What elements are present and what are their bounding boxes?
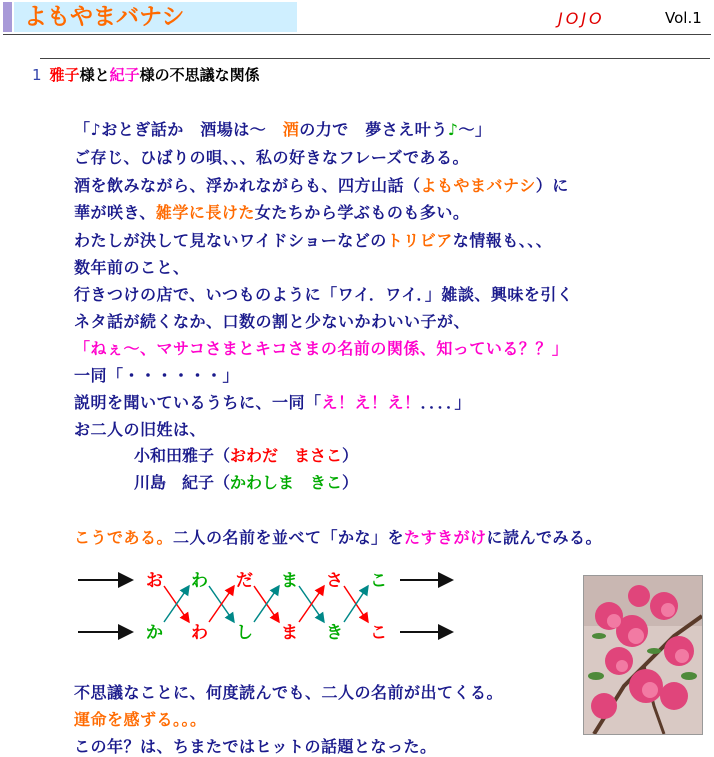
text-line: お二人の旧姓は、: [74, 420, 207, 439]
text-line: 不思議なことに、何度読んでも、二人の名前が出てくる。: [74, 683, 504, 702]
text-line: 「♪おとぎ話か 酒場は～ 酒の力で 夢さえ叶う♪～」: [74, 120, 492, 139]
text-line: 一同「・・・・・・」: [74, 366, 240, 385]
text-line: ネタ話が続くなか、口数の割と少ないかわいい子が、: [74, 312, 471, 331]
kana-bottom-3: ま: [281, 623, 298, 643]
text-line: こうである。二人の名前を並べて「かな」をたすきがけに読んでみる。: [74, 528, 603, 547]
kana-bottom-2: し: [236, 623, 253, 643]
kana-top-1: わ: [191, 571, 208, 591]
volume-label: Vol.1: [665, 9, 702, 27]
text-line: 行きつけの店で、いつものように「ワイ．ワイ．」雑談、興味を引く: [74, 285, 574, 304]
kana-bottom-1: わ: [191, 623, 208, 643]
kana-bottom-0: か: [146, 623, 163, 643]
text-line: 説明を聞いているうちに、一同「え！え！え！．．．．」: [74, 393, 472, 412]
kana-bottom-5: こ: [370, 623, 387, 643]
kana-top-2: だ: [236, 571, 253, 591]
name-line: 川島 紀子（かわしま きこ）: [134, 473, 359, 492]
text-line: 「ねぇ～、マサコさまとキコさまの名前の関係、知っている？？」: [74, 339, 569, 358]
text-line: 酒を飲みながら、浮かれながらも、四方山話（よもやまバナシ）に: [74, 176, 569, 195]
kana-top-3: ま: [281, 571, 298, 591]
header-accent-bar: [3, 2, 12, 32]
kana-top-5: こ: [370, 571, 387, 591]
text-line: この年？は、ちまたではヒットの話題となった。: [74, 737, 437, 756]
name-line: 小和田雅子（おわだ まさこ）: [134, 446, 359, 465]
author-label: JOJO: [558, 9, 605, 28]
section-heading: 1 雅子様と紀子様の不思議な関係: [32, 66, 260, 84]
kana-top-0: お: [146, 571, 163, 591]
kana-top-4: さ: [326, 571, 343, 591]
text-line: ご存じ、ひばりの唄、、、私の好きなフレーズである。: [74, 148, 470, 167]
text-line: 数年前のこと、: [74, 258, 190, 277]
section-number: 1: [32, 66, 42, 84]
page-title: よもやまバナシ: [14, 2, 297, 32]
header-divider: [3, 34, 711, 35]
text-line: 華が咲き、雑学に長けた女たちから学ぶものも多い。: [74, 203, 470, 222]
kana-bottom-4: き: [326, 623, 343, 643]
text-line: 運命を感ずる。。。: [74, 710, 207, 729]
section-divider: [40, 58, 710, 59]
cherry-blossom-photo: [583, 575, 703, 735]
text-line: わたしが決して見ないワイドショーなどのトリビアな情報も、、、: [74, 231, 553, 250]
